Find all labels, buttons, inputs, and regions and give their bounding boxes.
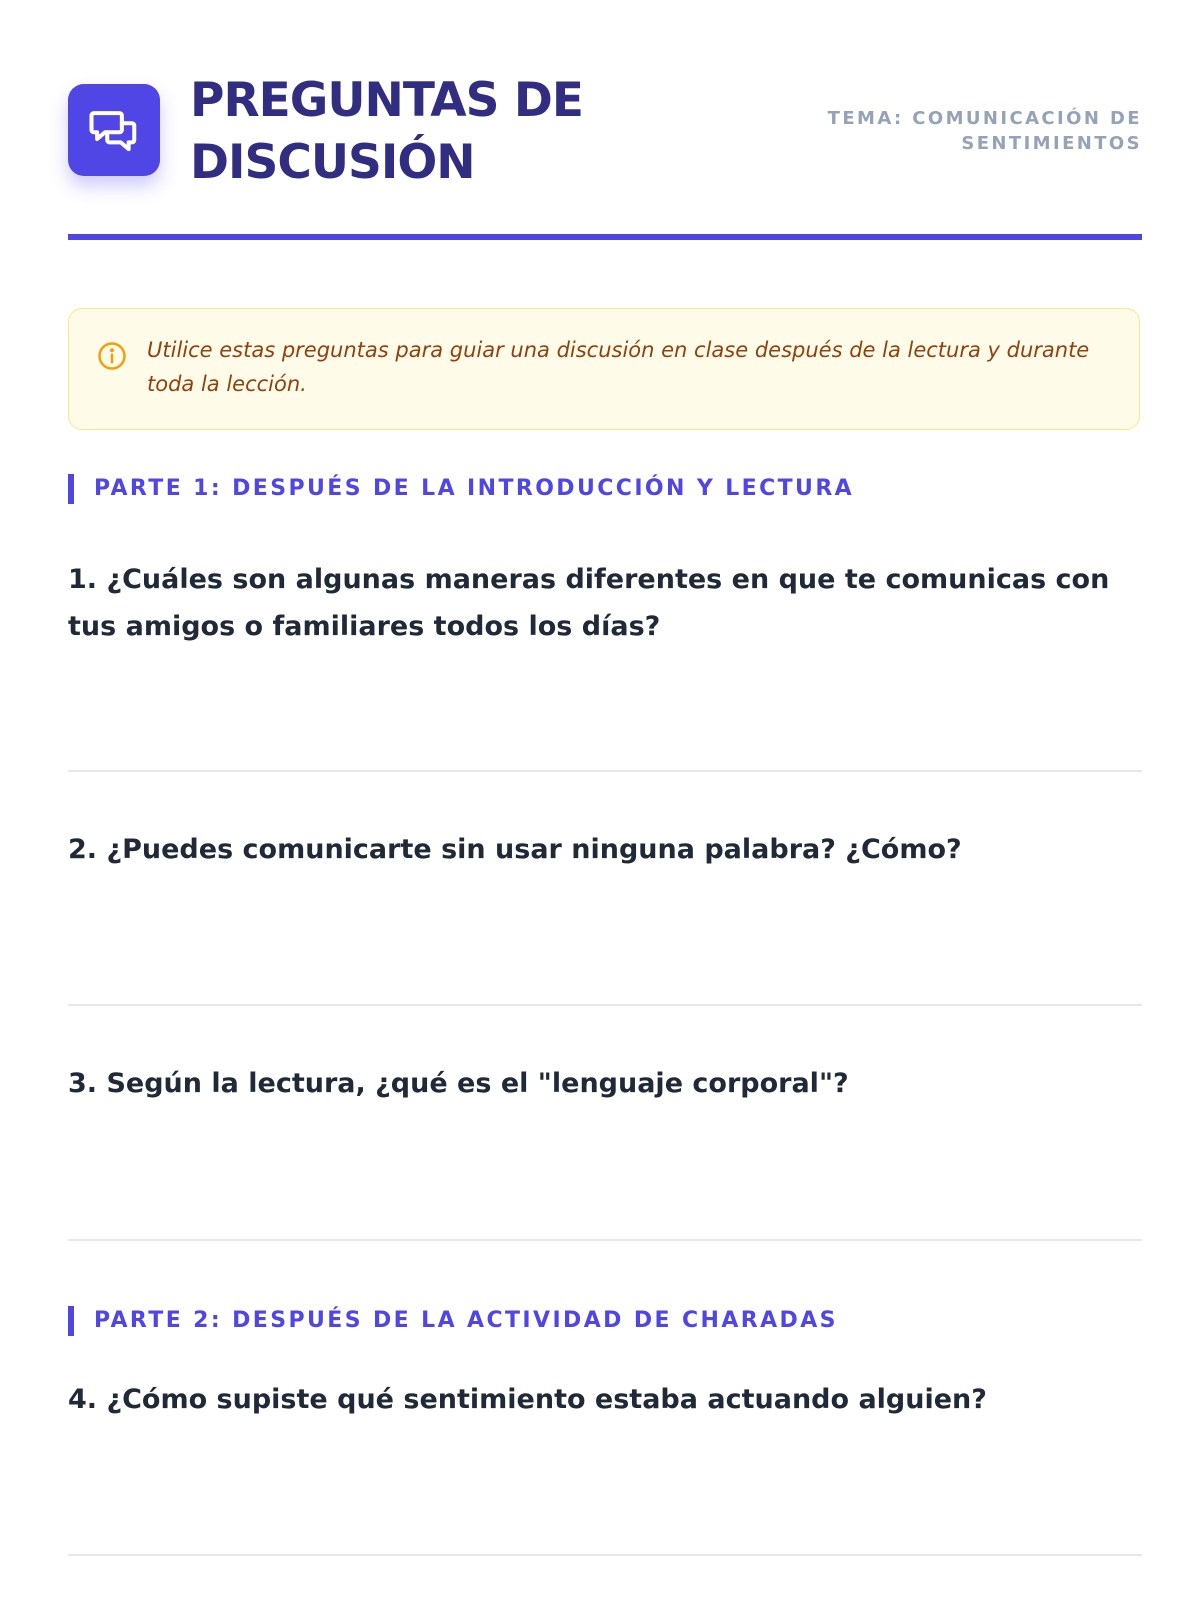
topic-label: TEMA: COMUNICACIÓN DE SENTIMIENTOS <box>827 108 1142 154</box>
question-item: 4. ¿Cómo supiste qué sentimiento estaba actuando alguien? <box>68 1384 987 1415</box>
info-circle-icon <box>97 341 127 371</box>
instruction-note <box>68 308 1140 430</box>
page-title: PREGUNTAS DE DISCUSIÓN <box>190 73 583 190</box>
section-heading-part-1: PARTE 1: DESPUÉS DE LA INTRODUCCIÓN Y LECTURA <box>68 474 1142 504</box>
chat-bubbles-icon <box>87 103 141 157</box>
question-item: 2. ¿Puedes comunicarte sin usar ninguna palabra? ¿Cómo? <box>68 834 962 865</box>
question-divider <box>68 1239 1142 1241</box>
question-divider <box>68 1004 1142 1006</box>
section-heading-part-2: PARTE 2: DESPUÉS DE LA ACTIVIDAD DE CHARADAS <box>68 1306 1142 1336</box>
question-item: 3. Según la lectura, ¿qué es el "lenguaje corporal"? <box>68 1068 849 1099</box>
question-divider <box>68 770 1142 772</box>
logo-tile <box>68 84 160 176</box>
header <box>68 70 1142 190</box>
question-item: 1. ¿Cuáles son algunas maneras diferentes en que te comunicas con tus amigos o familiares todos los días? <box>68 564 1110 642</box>
instruction-note-text: Utilice estas preguntas para guiar una discusión en clase después de la lectura y durante toda la lección. <box>147 338 1090 396</box>
question-divider <box>68 1554 1142 1556</box>
header-divider <box>68 234 1142 240</box>
